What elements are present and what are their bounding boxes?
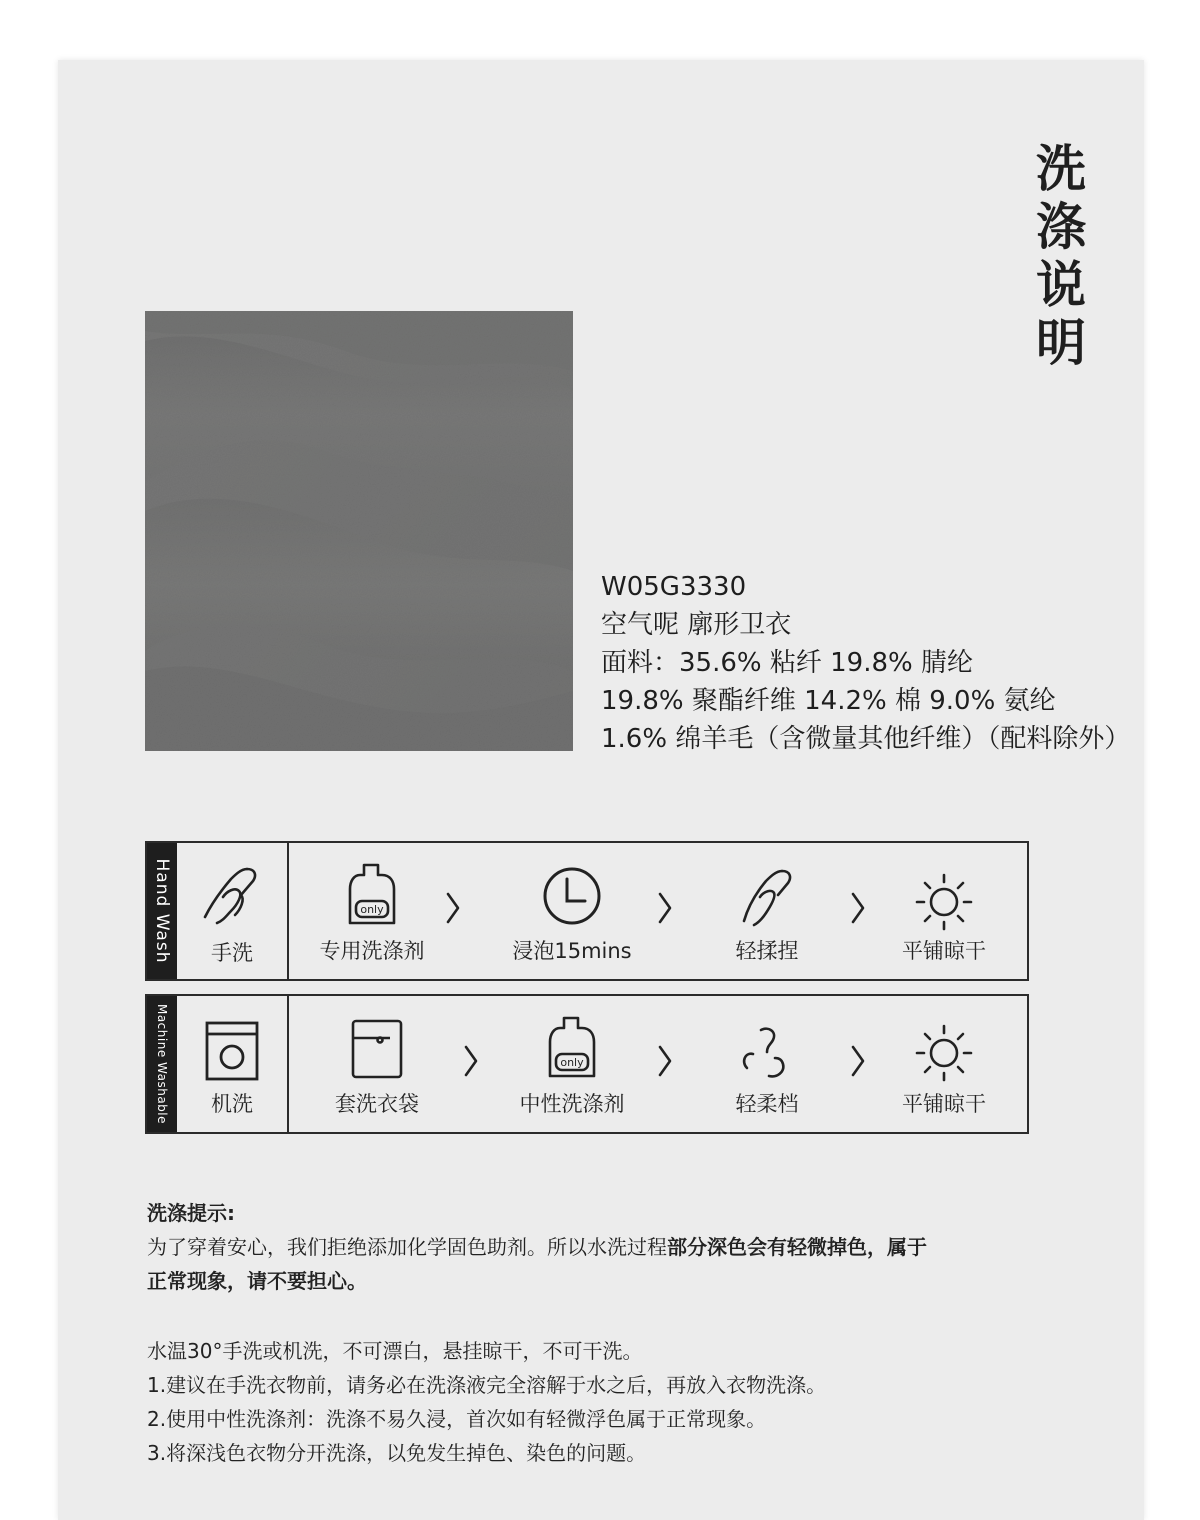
only-badge: only bbox=[360, 903, 384, 916]
title-char: 洗 bbox=[1036, 140, 1086, 198]
tips-text-bold: 正常现象，请不要担心。 bbox=[147, 1269, 367, 1293]
fabric-line: 面料：35.6% 粘纤 19.8% 腈纶 bbox=[601, 648, 973, 678]
hand-wash-row bbox=[145, 841, 1029, 981]
hand-wash-side-label: Hand Wash bbox=[147, 843, 177, 979]
note-line: 3.将深浅色衣物分开洗涤，以免发生掉色、染色的问题。 bbox=[147, 1441, 647, 1465]
machine-step-dry bbox=[864, 996, 1024, 1132]
step-label: 平铺晾干 bbox=[902, 939, 986, 963]
sun-icon bbox=[915, 873, 973, 931]
title-char: 明 bbox=[1036, 314, 1086, 372]
gentle-cycle-icon bbox=[739, 1024, 795, 1080]
note-line: 水温30°手洗或机洗，不可漂白，悬挂晾干，不可干洗。 bbox=[147, 1339, 643, 1363]
detergent-bottle-icon bbox=[546, 1014, 598, 1080]
step-label: 浸泡15mins bbox=[512, 939, 632, 963]
product-specs bbox=[601, 568, 1130, 758]
fabric-line: 19.8% 聚酯纤维 14.2% 棉 9.0% 氨纶 bbox=[601, 686, 1056, 716]
product-name: 空气呢 廓形卫衣 bbox=[601, 610, 792, 640]
hand-wash-main bbox=[177, 843, 289, 979]
hand-step-dry bbox=[864, 843, 1024, 979]
care-notes bbox=[147, 1334, 1047, 1470]
hand-icon bbox=[738, 867, 796, 927]
only-badge: only bbox=[560, 1056, 584, 1069]
chevron-right-icon bbox=[463, 1044, 479, 1078]
machine-wash-main bbox=[177, 996, 289, 1132]
step-label: 平铺晾干 bbox=[902, 1092, 986, 1116]
step-label: 套洗衣袋 bbox=[335, 1092, 419, 1116]
title-char: 涤 bbox=[1036, 198, 1086, 256]
detergent-bottle-icon bbox=[346, 861, 398, 927]
chevron-right-icon bbox=[657, 1044, 673, 1078]
hand-step-detergent bbox=[292, 843, 452, 979]
tips-heading: 洗涤提示: bbox=[147, 1201, 235, 1225]
hand-step-soak bbox=[492, 843, 652, 979]
step-label: 中性洗涤剂 bbox=[519, 1092, 625, 1116]
product-code: W05G3330 bbox=[601, 572, 747, 602]
fabric-line: 1.6% 绵羊毛（含微量其他纤维）（配料除外） bbox=[601, 724, 1131, 754]
tips-text bbox=[147, 1230, 1047, 1264]
wash-tips bbox=[147, 1196, 1047, 1298]
step-label: 轻揉捏 bbox=[735, 939, 799, 963]
tips-text-bold: 部分深色会有轻微掉色，属于 bbox=[667, 1235, 927, 1259]
hand-wash-label: 手洗 bbox=[211, 941, 253, 965]
machine-step-bag bbox=[297, 996, 457, 1132]
tips-text-line2 bbox=[147, 1264, 1047, 1298]
washing-machine-icon bbox=[204, 1020, 260, 1082]
clock-icon bbox=[541, 865, 603, 927]
laundry-bag-icon bbox=[350, 1018, 404, 1080]
machine-step-detergent bbox=[492, 996, 652, 1132]
chevron-right-icon bbox=[445, 891, 461, 925]
step-label: 轻柔档 bbox=[735, 1092, 799, 1116]
hand-wash-icon bbox=[201, 865, 263, 927]
tips-text-plain: 为了穿着安心，我们拒绝添加化学固色助剂。所以水洗过程 bbox=[147, 1235, 667, 1259]
hand-step-knead bbox=[687, 843, 847, 979]
machine-wash-row bbox=[145, 994, 1029, 1134]
machine-wash-side-label: Machine Washable bbox=[147, 996, 177, 1132]
chevron-right-icon bbox=[657, 891, 673, 925]
fabric-photo bbox=[145, 311, 573, 751]
sun-icon bbox=[915, 1024, 973, 1082]
fabric-texture-image bbox=[145, 311, 573, 751]
title-char: 说 bbox=[1036, 256, 1086, 314]
care-card bbox=[58, 60, 1144, 1520]
note-line: 2.使用中性洗涤剂：洗涤不易久浸，首次如有轻微浮色属于正常现象。 bbox=[147, 1407, 767, 1431]
machine-wash-label: 机洗 bbox=[211, 1092, 253, 1116]
page-title bbox=[1030, 140, 1092, 372]
machine-step-gentle bbox=[687, 996, 847, 1132]
note-line: 1.建议在手洗衣物前，请务必在洗涤液完全溶解于水之后，再放入衣物洗涤。 bbox=[147, 1373, 827, 1397]
step-label: 专用洗涤剂 bbox=[319, 939, 425, 963]
